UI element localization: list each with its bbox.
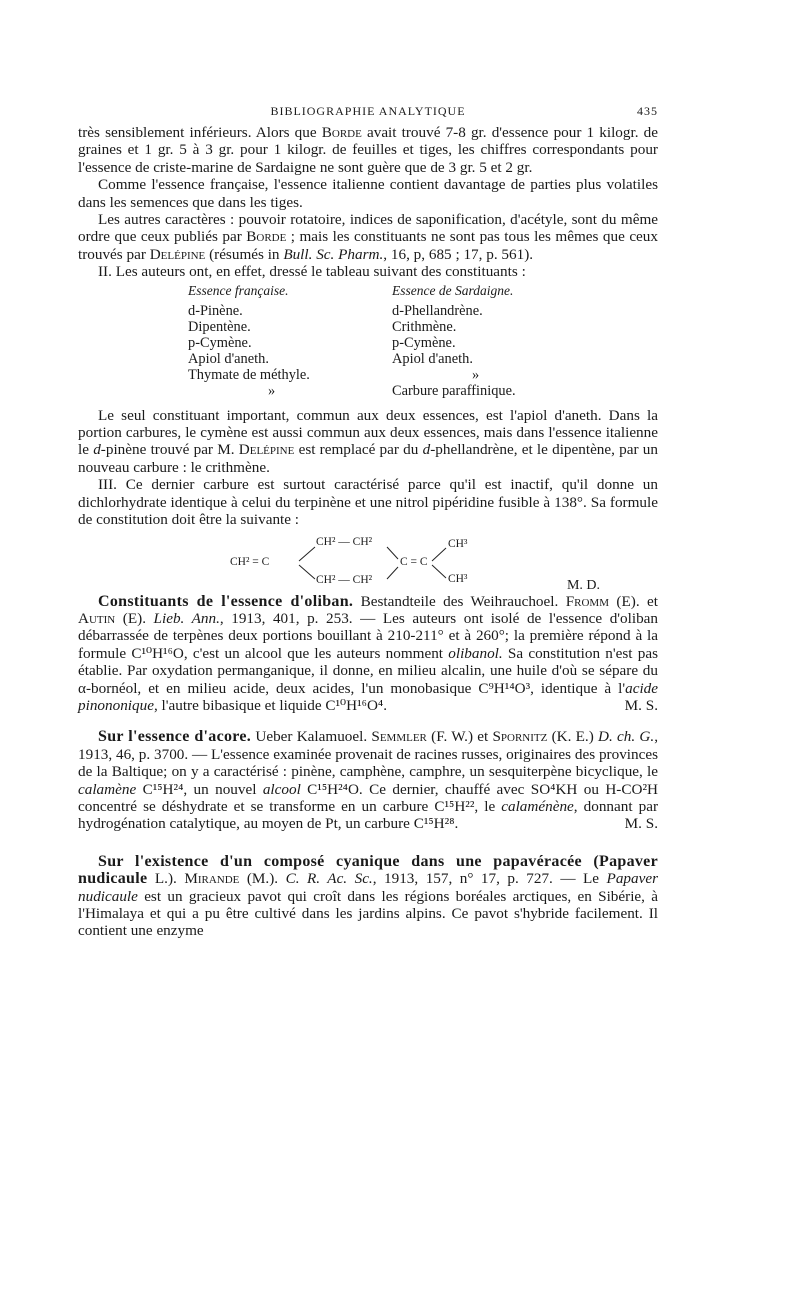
table-cell: » [268, 382, 276, 399]
table-column-french [188, 283, 388, 399]
signature-md: M. D. [566, 577, 600, 593]
paragraph-4: II. Les auteurs ont, en effet, dressé le tableau suivant des constituants : [98, 263, 526, 281]
entry-oliban: Constituants de l'essence d'oliban. Bestandteile des Weihrauchoel. Fromm (E). et Autin (E). Lieb. Ann., 1913, 401, p. 253. — Les auteurs ont isolé de l'essence d'oliban débarrassée de terpènes deux portions bouillant à 210-211° et à 260°; la première répond à la formule C¹⁰H¹⁶O, c'est un alcool que les auteurs nomment olibanol. Sa constitution n'est pas établie. Par oxydation permanganique, il donne, en milieu alcalin, une huile d'où se sépare du α-bornéol, et en milieu acide, deux acides, l'un monobasique C⁹H¹⁴O³, identique à l'acide pinononique, l'autre bibasique et liquide C¹⁰H¹⁶O⁴. M. S. [78, 592, 659, 714]
formula-right-bottom: CH³ [448, 572, 468, 585]
table-cell: p-Cymène. [392, 334, 456, 351]
table-cell: d-Pinène. [188, 302, 243, 319]
paragraph-3: Les autres caractères : pouvoir rotatoire, indices de saponification, d'acétyle, sont du même ordre que ceux publiés par Borde ; mais les constituants ne sont pas tous les mêmes que ceux trouvés par Delépine (résumés in Bull. Sc. Pharm., 16, p, 685 ; 17, p. 561). [78, 211, 658, 263]
running-header [78, 104, 658, 120]
signature-ms: M. S. [624, 696, 658, 714]
entry-title-oliban: Constituants de l'essence d'oliban. [98, 592, 354, 610]
table-cell: » [472, 366, 480, 383]
signature-ms: M. S. [624, 815, 658, 833]
entry-title-acore: Sur l'essence d'acore. [98, 728, 252, 746]
table-cell: p-Cymène. [188, 334, 252, 351]
column-header-sardinia: Essence de Sardaigne. [392, 282, 514, 298]
table-cell: Apiol d'aneth. [392, 350, 473, 367]
formula-ring-top: CH² — CH² [316, 535, 373, 548]
page-number: 435 [637, 104, 658, 118]
formula-right-top: CH³ [448, 537, 468, 550]
running-title: BIBLIOGRAPHIE ANALYTIQUE [270, 104, 466, 118]
formula-middle: C = C [400, 555, 428, 568]
column-header-french: Essence française. [188, 282, 289, 298]
paragraph-2: Comme l'essence française, l'essence italienne contient davantage de parties plus volatiles dans les semences que dans les tiges. [78, 176, 658, 211]
entry-title-papaver: Sur l'existence d'un composé cyanique dans une papavéracée (Papaver nudicaule [78, 852, 658, 888]
formula-ring-bottom: CH² — CH² [316, 573, 373, 586]
table-cell: Thymate de méthyle. [188, 366, 310, 383]
paragraph-6: III. Ce dernier carbure est surtout caractérisé parce qu'il est inactif, qu'il donne un dichlorhydrate identique à celui du terpinène et une nitrol pipéridine fusible à 138°. Sa formule de constitution doit être la suivante : [78, 476, 658, 529]
formula-left: CH² = C [230, 555, 270, 568]
paragraph-5: Le seul constituant important, commun aux deux essences, est l'apiol d'aneth. Dans la portion carbures, le cymène est aussi commun aux deux essences, mais dans l'essence italienne le d-pinène trouvé par M. Delépine est remplacé par du d-phellandrène, et le dipentène, par un nouveau carbure : le crithmène. [78, 406, 658, 476]
table-cell: Crithmène. [392, 318, 457, 335]
table-cell: Dipentène. [188, 318, 251, 335]
chemical-formula [78, 531, 658, 593]
table-cell: d-Phellandrène. [392, 302, 483, 319]
entry-acore: Sur l'essence d'acore. Ueber Kalamuoel. Semmler (F. W.) et Spornitz (K. E.) D. ch. G., 1913, 46, p. 3700. — L'essence examinée provenait de racines russes, originaires des provinces de la Baltique; on y a caractérisé : pinène, camphène, camphre, un sesquiterpène bicyclique, le calamène C¹⁵H²⁴, un nouvel alcool C¹⁵H²⁴O. Ce dernier, chauffé avec SO⁴KH ou H-CO²H concentré se déshydrate et se transforme en un carbure C¹⁵H²², le calaménène, donnant par hydrogénation catalytique, au moyen de Pt, un carbure C¹⁵H²⁸. M. S. [78, 728, 658, 833]
table-cell: Apiol d'aneth. [188, 350, 269, 367]
author-borde: Borde [321, 124, 362, 141]
constituents-table [78, 283, 658, 407]
entry-papaver: Sur l'existence d'un composé cyanique dans une papavéracée (Papaver nudicaule L.). Mirande (M.). C. R. Ac. Sc., 1913, 157, n° 17, p. 727. — Le Papaver nudicaule est un gracieux pavot qui croît dans les régions boréales arctiques, en Sibérie, à l'Himalaya et qui a pu être cultivé dans les jardins alpins. Ce pavot s'hybride facilement. Il contient une enzyme [78, 852, 658, 940]
paragraph-1: très sensiblement inférieurs. Alors que Borde avait trouvé 7-8 gr. d'essence pour 1 kilogr. de graines et 1 gr. 5 à 3 gr. pour 1 kilogr. de feuilles et tiges, les chiffres correspondants pour l'essence de criste-marine de Sardaigne ne sont guère que de 3 gr. 5 et 2 gr. [78, 124, 658, 176]
table-column-sardinia [392, 283, 612, 399]
page-body [78, 124, 658, 940]
table-cell: Carbure paraffinique. [392, 382, 516, 399]
